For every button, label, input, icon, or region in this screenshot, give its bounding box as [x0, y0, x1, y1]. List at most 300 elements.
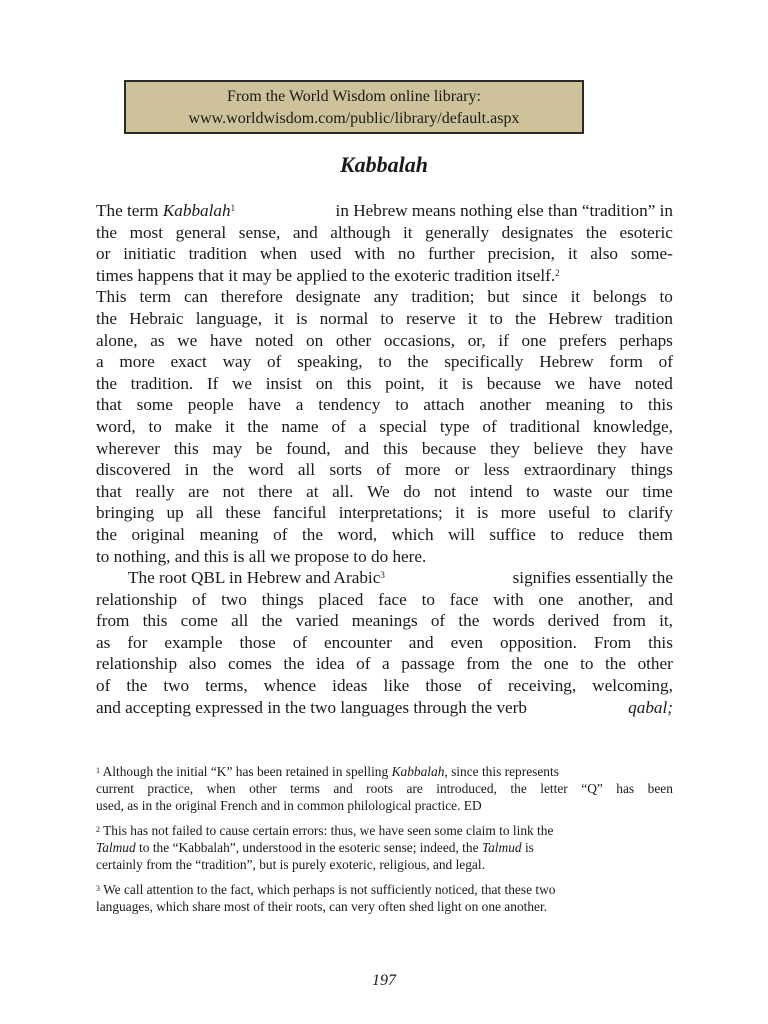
word: of	[96, 676, 111, 696]
word: them	[638, 524, 673, 544]
word: of	[191, 589, 207, 609]
word: to	[380, 308, 394, 328]
word: of	[482, 416, 497, 436]
source-line-1: From the World Wisdom online library:	[227, 88, 481, 105]
body-line	[96, 459, 673, 481]
word: we	[232, 373, 253, 393]
word: that	[96, 481, 122, 501]
word: knowledge,	[593, 416, 673, 436]
word: or	[96, 244, 111, 264]
word: ideas	[332, 676, 368, 696]
word: the	[96, 373, 117, 393]
word: is	[295, 308, 308, 328]
body-line	[96, 502, 673, 524]
word: word,	[337, 524, 378, 544]
footnote-text: is	[521, 840, 534, 855]
word: interpretations;	[338, 503, 443, 523]
word: if	[498, 330, 509, 350]
word: placed	[318, 589, 364, 609]
body-line	[96, 610, 673, 632]
word: found,	[286, 438, 331, 458]
word: tradition	[188, 244, 247, 264]
word: welcoming,	[592, 676, 673, 696]
word: or	[454, 460, 470, 480]
body-line-text: The root QBL in Hebrew and Arabic	[128, 568, 381, 588]
word: this	[142, 611, 168, 631]
word: useful	[548, 503, 591, 523]
word: of	[292, 632, 308, 652]
word: the	[212, 460, 234, 480]
word: of	[376, 460, 391, 480]
word: varied	[295, 611, 339, 631]
word: there	[258, 481, 293, 501]
word: occasions,	[383, 330, 455, 350]
word: most	[129, 222, 164, 242]
body-line	[96, 481, 673, 503]
word: exact	[170, 352, 207, 372]
word: bringing	[96, 503, 155, 523]
word: the	[96, 524, 117, 544]
word: perhaps	[619, 330, 673, 350]
word: attach	[423, 395, 465, 415]
word: the	[514, 308, 536, 328]
word: tradition;	[411, 287, 475, 307]
word: reserve	[405, 308, 456, 328]
word: from	[612, 611, 646, 631]
word: face	[378, 589, 407, 609]
word: and	[333, 781, 353, 796]
footnote-line: used, as in the original French and in common philological practice. ED	[96, 798, 482, 813]
word: and	[292, 222, 318, 242]
word: We	[367, 481, 390, 501]
footnote-line	[96, 822, 673, 839]
body-line	[96, 200, 673, 222]
word: in	[184, 460, 199, 480]
word: come	[180, 611, 218, 631]
word: idea	[315, 654, 345, 674]
word: it	[455, 503, 465, 523]
word: with	[493, 589, 524, 609]
word: any	[373, 287, 399, 307]
word: the	[510, 781, 527, 796]
word: a	[295, 395, 304, 415]
word: of	[356, 654, 371, 674]
word: of	[331, 416, 346, 436]
word: on	[315, 373, 333, 393]
word: belongs	[593, 287, 647, 307]
word: and	[344, 438, 370, 458]
word: to	[619, 395, 634, 415]
word: we	[554, 373, 575, 393]
word: esoteric	[619, 222, 673, 242]
body-line	[96, 524, 673, 546]
word: when	[259, 244, 298, 264]
word: also	[188, 654, 217, 674]
word: terms,	[205, 676, 248, 696]
word: intend	[469, 481, 513, 501]
body-line	[96, 675, 673, 697]
body-line-text: times happens that it may be applied to the exoteric tradition itself.	[96, 265, 556, 285]
word: people	[187, 395, 234, 415]
word: of	[477, 676, 492, 696]
word: to	[550, 524, 564, 544]
word: relationship	[96, 654, 178, 674]
word: two	[221, 589, 247, 609]
word: even	[450, 632, 484, 652]
word: up	[166, 503, 184, 523]
word: have	[640, 438, 673, 458]
footnote-italic: Kabbalah	[391, 764, 445, 779]
body-line	[96, 330, 673, 352]
word: those	[239, 632, 276, 652]
word: less	[483, 460, 510, 480]
word: another	[479, 395, 531, 415]
footnote-1	[96, 763, 673, 814]
word: all	[297, 460, 316, 480]
word: the	[96, 308, 117, 328]
word: and	[648, 589, 673, 609]
word: discovered	[96, 460, 171, 480]
word: traditional	[509, 416, 581, 436]
word: is	[461, 373, 474, 393]
word: specifically	[444, 352, 524, 372]
word: the	[96, 222, 117, 242]
word: the	[605, 654, 627, 674]
word: a	[96, 352, 104, 372]
word: and	[408, 632, 434, 652]
word: those	[425, 676, 462, 696]
word: been	[647, 781, 673, 796]
word: the	[126, 676, 148, 696]
word: clarify	[628, 503, 673, 523]
word: believe	[533, 438, 584, 458]
word: all	[231, 611, 249, 631]
word: more	[405, 460, 441, 480]
word: of	[658, 352, 673, 372]
word: tradition	[614, 308, 673, 328]
word: another,	[578, 589, 634, 609]
word: as	[150, 330, 165, 350]
word: on	[305, 330, 324, 350]
word: name	[281, 416, 319, 436]
word: precision,	[487, 244, 555, 264]
word: do	[403, 481, 421, 501]
footnote-3	[96, 881, 673, 915]
footnote-italic: Talmud	[481, 840, 522, 855]
word: derived	[547, 611, 600, 631]
word: normal	[319, 308, 369, 328]
word: prefers	[559, 330, 607, 350]
word: way	[222, 352, 252, 372]
word: it	[570, 287, 581, 307]
word: other	[335, 330, 372, 350]
footnote-ref: 2	[555, 267, 560, 278]
word: noted	[634, 373, 673, 393]
word: it	[467, 308, 478, 328]
word: to	[395, 395, 409, 415]
word: words	[492, 611, 535, 631]
word: to	[148, 416, 162, 436]
word: it	[403, 222, 413, 242]
word: comes	[227, 654, 272, 674]
body-line	[96, 416, 673, 438]
word: whence	[263, 676, 317, 696]
word: no	[397, 244, 416, 264]
footnote-2	[96, 822, 673, 873]
word: are	[188, 481, 210, 501]
word: generally	[425, 222, 490, 242]
word: If	[206, 373, 219, 393]
body-line	[96, 567, 673, 589]
footnote-marker: 2	[96, 825, 100, 834]
word: the	[301, 524, 323, 544]
word: word	[248, 460, 284, 480]
word: meaning	[199, 524, 259, 544]
footnote-text: This has not failed to cause certain errors: thus, we have seen some claim to link the	[103, 823, 554, 838]
footnote-line	[96, 780, 673, 797]
body-line-text: in Hebrew means nothing else than “tradition” in	[335, 201, 673, 220]
footnote-line: certainly from the “tradition”, but is purely exoteric, religious, and legal.	[96, 857, 485, 872]
source-box	[124, 80, 584, 134]
word: we	[177, 330, 198, 350]
word: this	[648, 632, 673, 652]
word: that	[96, 395, 122, 415]
word: waste	[553, 481, 593, 501]
word: original	[131, 524, 185, 544]
body-line	[96, 653, 673, 675]
word: as	[96, 632, 111, 652]
body-line	[96, 373, 673, 395]
word: This	[96, 287, 127, 307]
word: have	[588, 373, 622, 393]
word: all	[195, 503, 214, 523]
word: general	[175, 222, 227, 242]
word: at	[306, 481, 319, 501]
word: more	[119, 352, 155, 372]
word: word,	[96, 416, 136, 436]
source-url: www.worldwisdom.com/public/library/default.aspx	[188, 110, 520, 127]
word: it	[224, 416, 235, 436]
word: they	[597, 438, 627, 458]
page-number: 197	[372, 972, 396, 989]
word: sorts	[329, 460, 362, 480]
word: example	[164, 632, 223, 652]
body-line	[96, 286, 673, 308]
body-line-text: and accepting expressed in the two languages through the verb	[96, 697, 527, 717]
word: reduce	[578, 524, 625, 544]
word: also	[590, 244, 618, 264]
word: more	[500, 503, 536, 523]
body-line-italic: qabal;	[628, 697, 673, 717]
word: tendency	[318, 395, 381, 415]
word: the	[247, 416, 269, 436]
word: some	[136, 395, 173, 415]
word: this	[383, 438, 408, 458]
word: this	[346, 373, 372, 393]
body-line: to nothing, and this is all we propose to do here.	[96, 546, 427, 566]
word: to	[659, 287, 673, 307]
word: they	[490, 438, 520, 458]
word: one	[543, 654, 569, 674]
word: designate	[295, 287, 361, 307]
word: although	[330, 222, 391, 242]
word: or,	[467, 330, 486, 350]
word: it	[438, 373, 448, 393]
word: tradition.	[130, 373, 194, 393]
word: one	[538, 589, 564, 609]
body-line	[96, 308, 673, 330]
word: of	[267, 352, 282, 372]
word: the	[458, 611, 480, 631]
body-line	[96, 589, 673, 611]
word: is	[476, 503, 489, 523]
page-title: Kabbalah	[339, 152, 429, 177]
word: other	[249, 781, 277, 796]
footnote-ref: 1	[230, 203, 236, 213]
body-line	[96, 222, 673, 244]
word: from	[96, 611, 130, 631]
word: from	[466, 654, 500, 674]
word: language,	[195, 308, 263, 328]
word: time	[642, 481, 673, 501]
word: make	[174, 416, 213, 436]
body-line	[96, 351, 673, 373]
word: one	[521, 330, 547, 350]
footnotes	[96, 763, 673, 923]
word: to	[602, 503, 616, 523]
footnote-marker: 3	[96, 884, 100, 893]
word: the	[407, 352, 429, 372]
body-line	[96, 265, 673, 287]
word: receiving,	[507, 676, 577, 696]
word: suffice	[489, 524, 536, 544]
word: a	[382, 654, 390, 674]
word: to	[489, 308, 503, 328]
word: have	[209, 330, 243, 350]
word: practice,	[147, 781, 194, 796]
word: it	[567, 244, 578, 264]
word: passage	[401, 654, 455, 674]
word: special	[379, 416, 427, 436]
word: may	[212, 438, 243, 458]
word: the	[511, 654, 533, 674]
word: to	[526, 481, 540, 501]
word: two	[163, 676, 190, 696]
word: encounter	[324, 632, 392, 652]
word: all.	[332, 481, 354, 501]
word: will	[448, 524, 475, 544]
word: have	[248, 395, 281, 415]
word: speaking,	[297, 352, 363, 372]
word: of	[430, 611, 446, 631]
footnote-line	[96, 763, 673, 780]
word: Hebrew	[548, 308, 603, 328]
body-line	[96, 697, 673, 719]
word: not	[434, 481, 456, 501]
body-line-text: signifies essentially the	[512, 568, 673, 588]
footnote-line: languages, which share most of their roots, can very often shed light on one another.	[96, 899, 548, 914]
word: face	[449, 589, 479, 609]
word: From	[593, 632, 632, 652]
word: meaning	[545, 395, 605, 415]
word: because	[421, 438, 477, 458]
word: it,	[659, 611, 673, 631]
word: term	[139, 287, 172, 307]
word: Hebraic	[129, 308, 184, 328]
word: it	[274, 308, 284, 328]
word: can	[183, 287, 208, 307]
body-line-italic: Kabbalah	[162, 201, 231, 220]
word: initiatic	[123, 244, 176, 264]
word: type	[439, 416, 470, 436]
footnote-italic: Talmud	[96, 840, 136, 855]
body-line	[96, 438, 673, 460]
word: our	[605, 481, 629, 501]
word: form	[609, 352, 643, 372]
word: the	[283, 654, 305, 674]
word: point,	[385, 373, 425, 393]
word: introduced,	[436, 781, 497, 796]
word: this	[648, 395, 673, 415]
word: current	[96, 781, 134, 796]
word: alone,	[96, 330, 138, 350]
word: the	[261, 611, 283, 631]
word: relationship	[96, 589, 178, 609]
body-text	[96, 200, 673, 718]
footnote-line	[96, 839, 673, 856]
word: to	[378, 352, 392, 372]
word: are	[406, 781, 423, 796]
word: with	[354, 244, 385, 264]
word: this	[173, 438, 199, 458]
word: to	[580, 654, 594, 674]
word: some-	[630, 244, 673, 264]
word: to	[421, 589, 435, 609]
word: sense,	[238, 222, 281, 242]
body-line	[96, 394, 673, 416]
word: designates	[501, 222, 574, 242]
word: be	[256, 438, 273, 458]
footnote-marker: 1	[96, 766, 100, 775]
body-line	[96, 243, 673, 265]
body-line	[96, 632, 673, 654]
word: since	[522, 287, 558, 307]
word: has	[616, 781, 635, 796]
footnote-text: , since this represents	[444, 764, 559, 779]
word: meanings	[351, 611, 418, 631]
word: noted	[255, 330, 294, 350]
word: extraordinary	[523, 460, 617, 480]
word: things	[261, 589, 304, 609]
word: other	[637, 654, 673, 674]
word: a	[358, 416, 367, 436]
word: therefore	[220, 287, 283, 307]
word: roots	[366, 781, 393, 796]
word: these	[225, 503, 261, 523]
word: really	[135, 481, 175, 501]
word: “Q”	[581, 781, 603, 796]
word: used	[309, 244, 342, 264]
word: of	[273, 524, 288, 544]
word: when	[206, 781, 236, 796]
word: for	[127, 632, 148, 652]
word: letter	[540, 781, 568, 796]
word: fanciful	[273, 503, 327, 523]
word: wherever	[96, 438, 160, 458]
word: like	[383, 676, 410, 696]
word: things	[630, 460, 673, 480]
word: which	[391, 524, 434, 544]
